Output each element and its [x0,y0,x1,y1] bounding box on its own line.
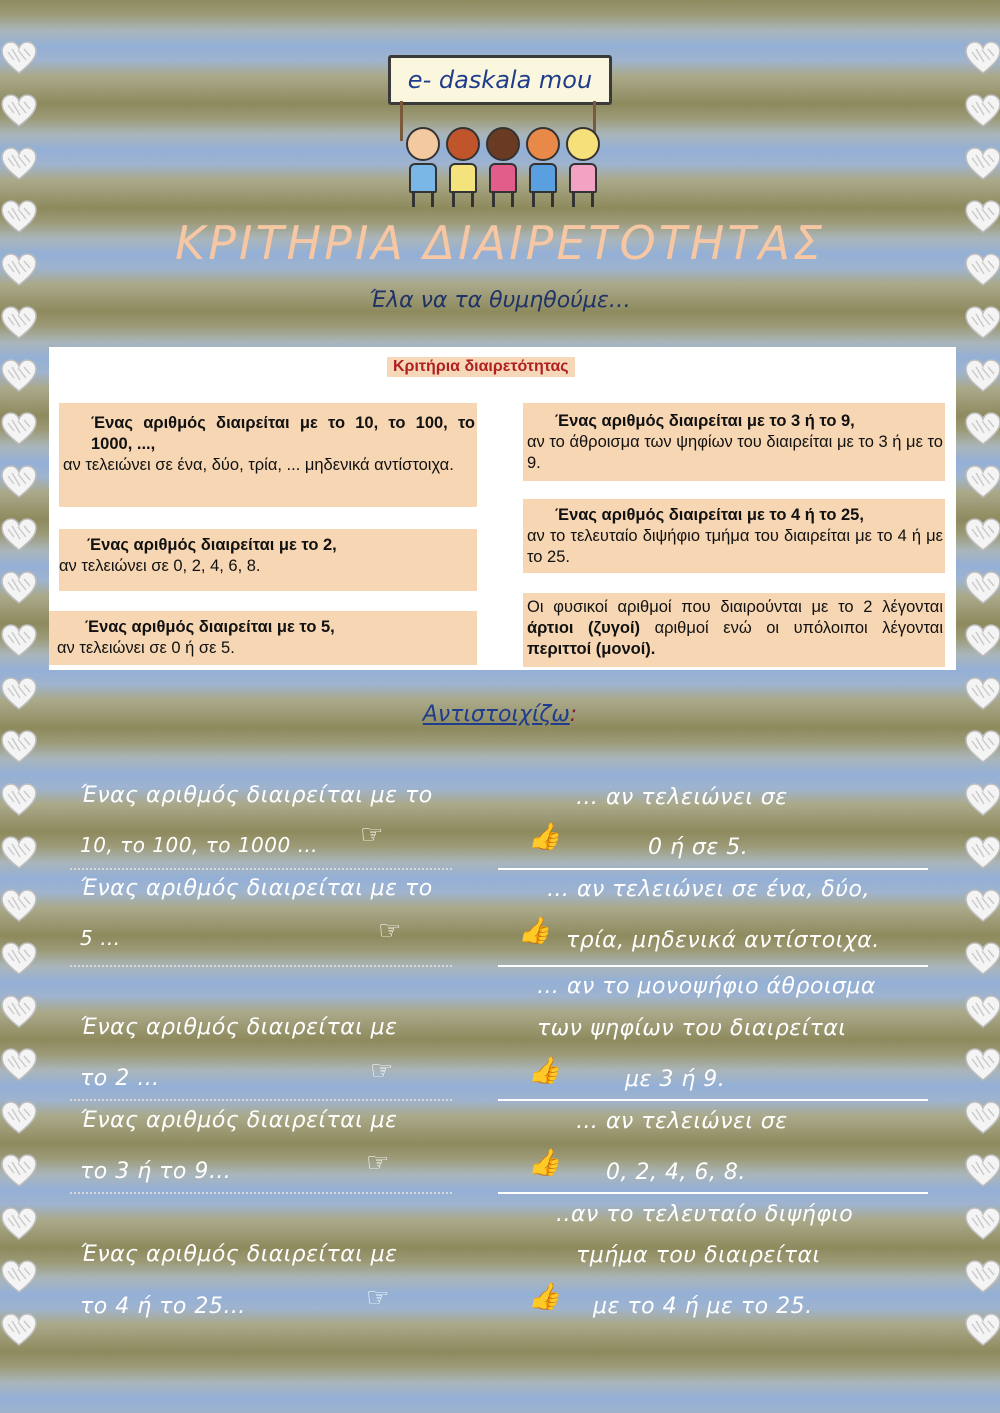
thumbs-up-icon[interactable]: 👍 [528,822,561,852]
rule-10-100-1000 [59,403,477,507]
left-item-text: το 4 ή το 25… [80,1294,246,1319]
heart-icon [0,358,38,394]
heart-icon [964,1312,1000,1348]
heart-icon [0,517,38,553]
matching-title [0,702,1000,727]
heart-icon [0,93,38,129]
heart-icon [0,411,38,447]
heart-icon [964,1259,1000,1295]
rule-bold: Ένας αριθμός διαιρείται με το 4 ή το 25, [555,506,864,524]
separator [70,1099,452,1101]
logo-sign: e- daskala mou [388,55,612,105]
right-item-text: με το 4 ή με το 25. [593,1294,813,1319]
rule-text: αν τελειώνει σε ένα, δύο, τρία, ... μηδενικά αντίστοιχα. [63,456,454,474]
heart-icon [964,358,1000,394]
heart-icon [0,782,38,818]
thumbs-up-icon[interactable]: 👍 [518,916,551,946]
kid-illustration [446,127,480,207]
heart-icon [0,1100,38,1136]
heart-icon [0,729,38,765]
matching-title-text: Αντιστοιχίζω [422,702,570,727]
heart-icon [0,1153,38,1189]
heart-icon [964,729,1000,765]
heart-icon [964,93,1000,129]
pointing-hand-icon[interactable]: ☞ [370,1056,394,1086]
rule-5 [49,611,477,665]
separator [70,1192,452,1194]
thumbs-up-icon[interactable]: 👍 [528,1056,561,1086]
heart-icon [964,835,1000,871]
rule-bold: Ένας αριθμός διαιρείται με το 2, [87,536,337,554]
thumbs-up-icon[interactable]: 👍 [528,1148,561,1178]
heart-icon [964,888,1000,924]
right-item-text: των ψηφίων του διαιρείται [537,1016,847,1041]
kid-illustration [526,127,560,207]
logo [388,55,610,195]
even-term: άρτιοι (ζυγοί) [527,619,641,637]
subtitle: Έλα να τα θυμηθούμε… [369,288,631,313]
heart-icon [964,1153,1000,1189]
kid-illustration [406,127,440,207]
pointing-hand-icon[interactable]: ☞ [360,820,384,850]
right-item-text: 0 ή σε 5. [648,835,749,860]
right-item-text: ..αν το τελευταίο διψήφιο [556,1202,854,1227]
heart-icon [964,146,1000,182]
heart-icon [0,1259,38,1295]
heart-icon [964,517,1000,553]
right-item-text: τμήμα του διαιρείται [576,1243,821,1268]
heart-icon [964,1206,1000,1242]
pointing-hand-icon[interactable]: ☞ [366,1148,390,1178]
rule-text: αν τελειώνει σε 0 ή σε 5. [57,639,235,657]
rule-bold: Ένας αριθμός διαιρείται με το 10, το 100, το 1000, ..., [91,414,475,453]
parity-text: Οι φυσικοί αριθμοί που διαιρούνται με το 2 λέγονται [527,598,943,616]
heart-icon [0,146,38,182]
left-item-text: Ένας αριθμός διαιρείται με [80,1015,398,1040]
left-item-text: 10, το 100, το 1000 … [80,833,319,857]
rule-text: αν το τελευταίο διψήφιο τμήμα του διαιρείται με το 4 ή με το 25. [527,527,943,566]
heart-icon [964,994,1000,1030]
heart-icon [964,1100,1000,1136]
right-item-text: … αν το μονοψήφιο άθροισμα [537,974,876,999]
heart-icon [0,941,38,977]
divisibility-rules-box [49,347,956,670]
heart-icon [964,464,1000,500]
heart-icon [964,40,1000,76]
rule-bold: Ένας αριθμός διαιρείται με το 3 ή το 9, [555,412,855,430]
right-item-text: με 3 ή 9. [625,1067,726,1092]
kid-illustration [566,127,600,207]
heart-icon [964,570,1000,606]
heart-icon [964,941,1000,977]
left-item-text: το 3 ή το 9… [80,1159,232,1184]
heart-icon [964,782,1000,818]
rule-bold: Ένας αριθμός διαιρείται με το 5, [85,618,335,636]
heart-icon [0,464,38,500]
separator [70,965,452,967]
heart-icon [964,1047,1000,1083]
left-item-text: Ένας αριθμός διαιρείται με το [80,783,433,808]
heart-icon [0,994,38,1030]
heart-icon [0,1206,38,1242]
rule-4-25 [523,499,945,573]
rules-heading: Κριτήρια διαιρετότητας [387,357,575,377]
thumbs-up-icon[interactable]: 👍 [528,1282,561,1312]
sign-pole-left [400,101,403,141]
right-item-text: … αν τελειώνει σε ένα, δύο, [547,877,870,902]
separator [498,868,928,870]
heart-icon [0,40,38,76]
right-item-text: 0, 2, 4, 6, 8. [606,1160,746,1185]
separator [70,868,452,870]
heart-icon [0,835,38,871]
left-item-text: Ένας αριθμός διαιρείται με [80,1242,398,1267]
heart-icon [0,1047,38,1083]
right-item-text: … αν τελειώνει σε [576,1109,788,1134]
right-item-text: … αν τελειώνει σε [576,785,788,810]
kid-illustration [486,127,520,207]
rule-parity [523,593,945,667]
heart-icon [964,623,1000,659]
parity-period: . [650,640,656,658]
left-item-text: το 2 … [80,1066,160,1091]
rule-text: αν το άθροισμα των ψηφίων του διαιρείται με το 3 ή με το 9. [527,433,943,472]
pointing-hand-icon[interactable]: ☞ [378,916,402,946]
heart-icon [0,570,38,606]
left-item-text: Ένας αριθμός διαιρείται με το [80,876,433,901]
heart-icon [0,623,38,659]
rule-2 [59,529,477,591]
separator [498,1192,928,1194]
left-item-text: Ένας αριθμός διαιρείται με [80,1108,398,1133]
heart-icon [964,411,1000,447]
right-item-text: τρία, μηδενικά αντίστοιχα. [566,928,880,953]
pointing-hand-icon[interactable]: ☞ [366,1283,390,1313]
rule-text: αν τελειώνει σε 0, 2, 4, 6, 8. [59,557,261,575]
odd-term: περιττοί (μονοί) [527,640,651,658]
rule-3-9 [523,403,945,481]
heart-icon [0,888,38,924]
separator [498,965,928,967]
page-title: ΚΡΙΤΗΡΙΑ ΔΙΑΙΡΕΤΟΤΗΤΑΣ [174,216,826,270]
parity-text: αριθμοί ενώ οι υπόλοιποι λέγονται [654,619,943,637]
heart-icon [0,1312,38,1348]
separator [498,1099,928,1101]
matching-title-colon: : [569,702,578,727]
left-item-text: 5 … [80,926,121,950]
